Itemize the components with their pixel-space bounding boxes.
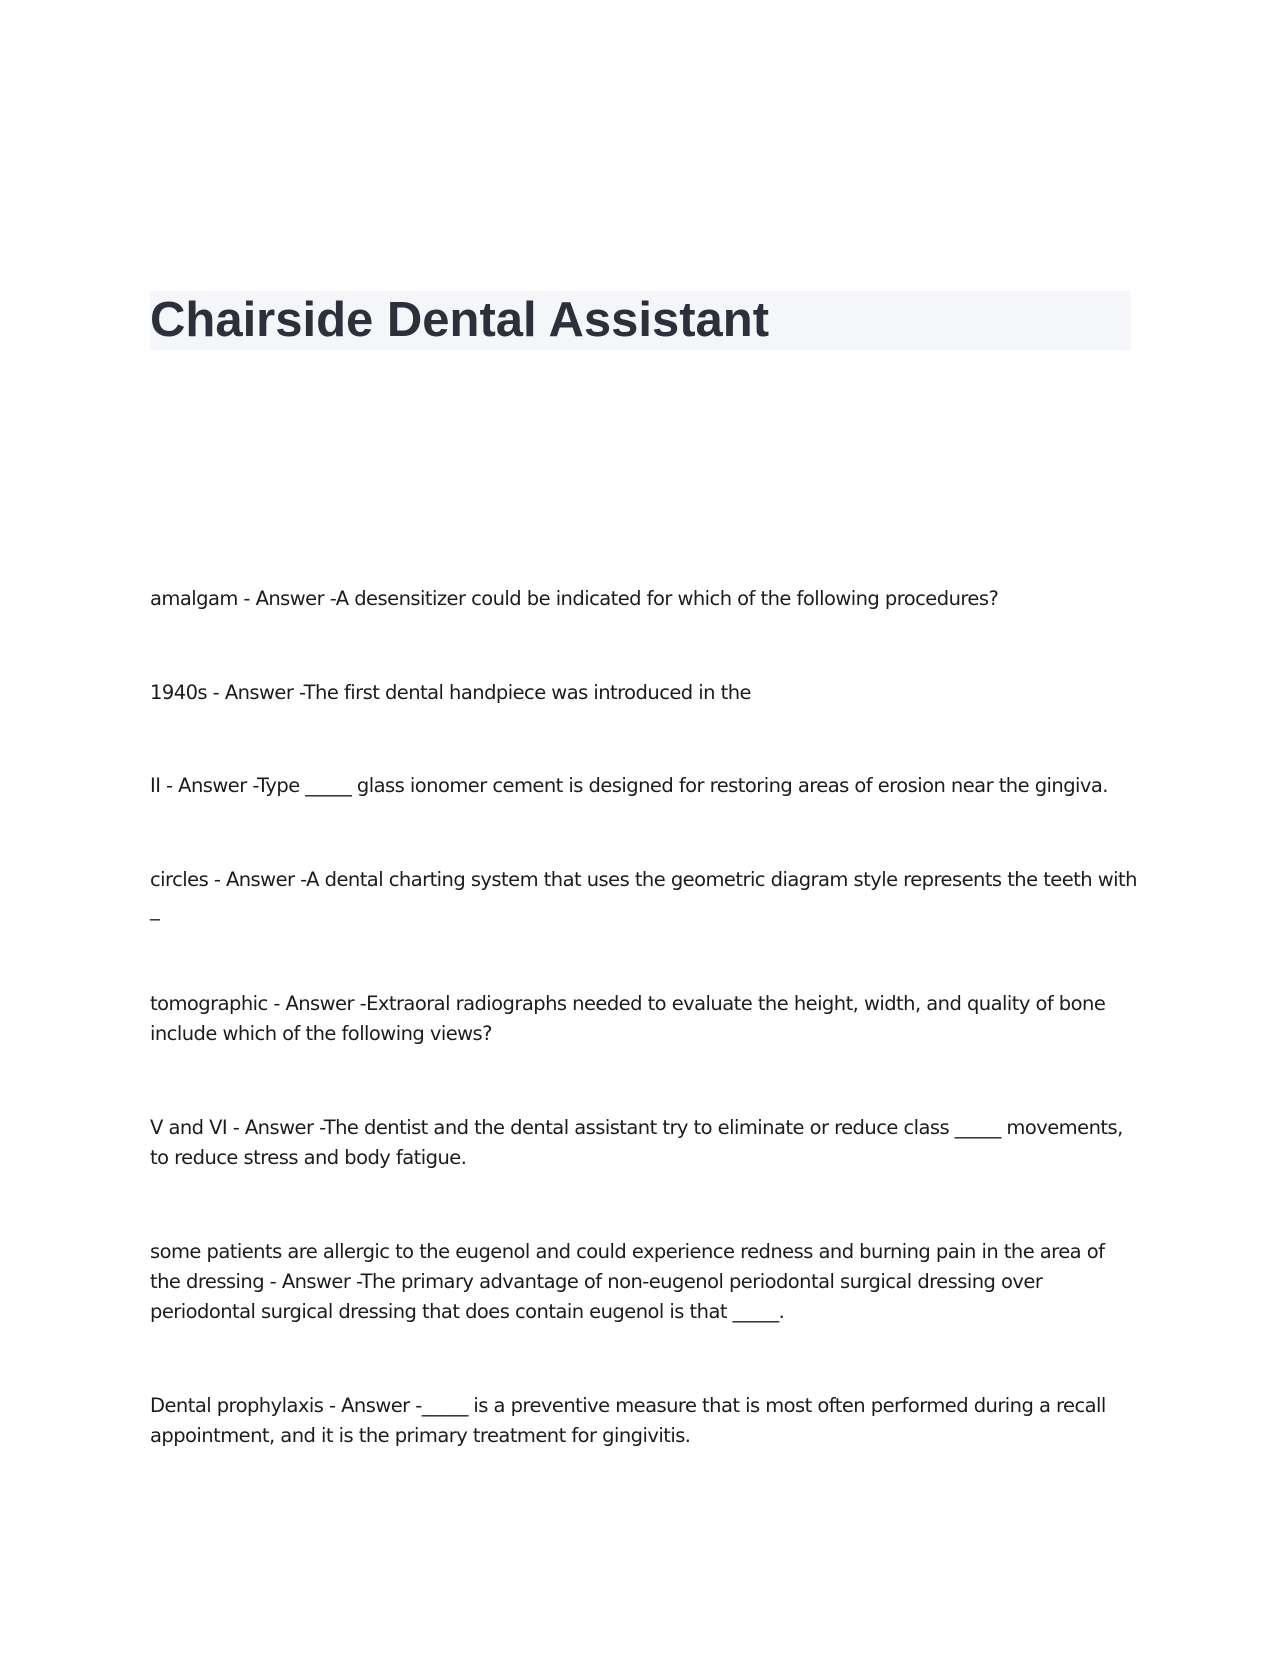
qa-item: some patients are allergic to the eugenol and could experience redness and burning pain in the area of the dressing - Answer -The primary advantage of non-eugenol periodontal surgical dressing over periodontal surgical dressing that does contain eugenol is that _____.: [150, 1240, 1105, 1323]
qa-item: II - Answer -Type _____ glass ionomer cement is designed for restoring areas of erosion near the gingiva.: [150, 774, 1108, 797]
qa-item: 1940s - Answer -The first dental handpiece was introduced in the: [150, 681, 751, 704]
qa-item: tomographic - Answer -Extraoral radiographs needed to evaluate the height, width, and quality of bone include which of the following views?: [150, 992, 1106, 1045]
document-title: Chairside Dental Assistant: [150, 293, 770, 347]
qa-item: circles - Answer -A dental charting system that uses the geometric diagram style represents the teeth with _: [150, 868, 1137, 921]
qa-item: V and VI - Answer -The dentist and the dental assistant try to eliminate or reduce class _____ movements, to reduce stress and body fatigue.: [150, 1116, 1123, 1169]
qa-item: Dental prophylaxis - Answer -_____ is a preventive measure that is most often performed during a recall appointment, and it is the primary treatment for gingivitis.: [150, 1394, 1106, 1447]
qa-item: amalgam - Answer -A desensitizer could be indicated for which of the following procedures?: [150, 587, 999, 610]
